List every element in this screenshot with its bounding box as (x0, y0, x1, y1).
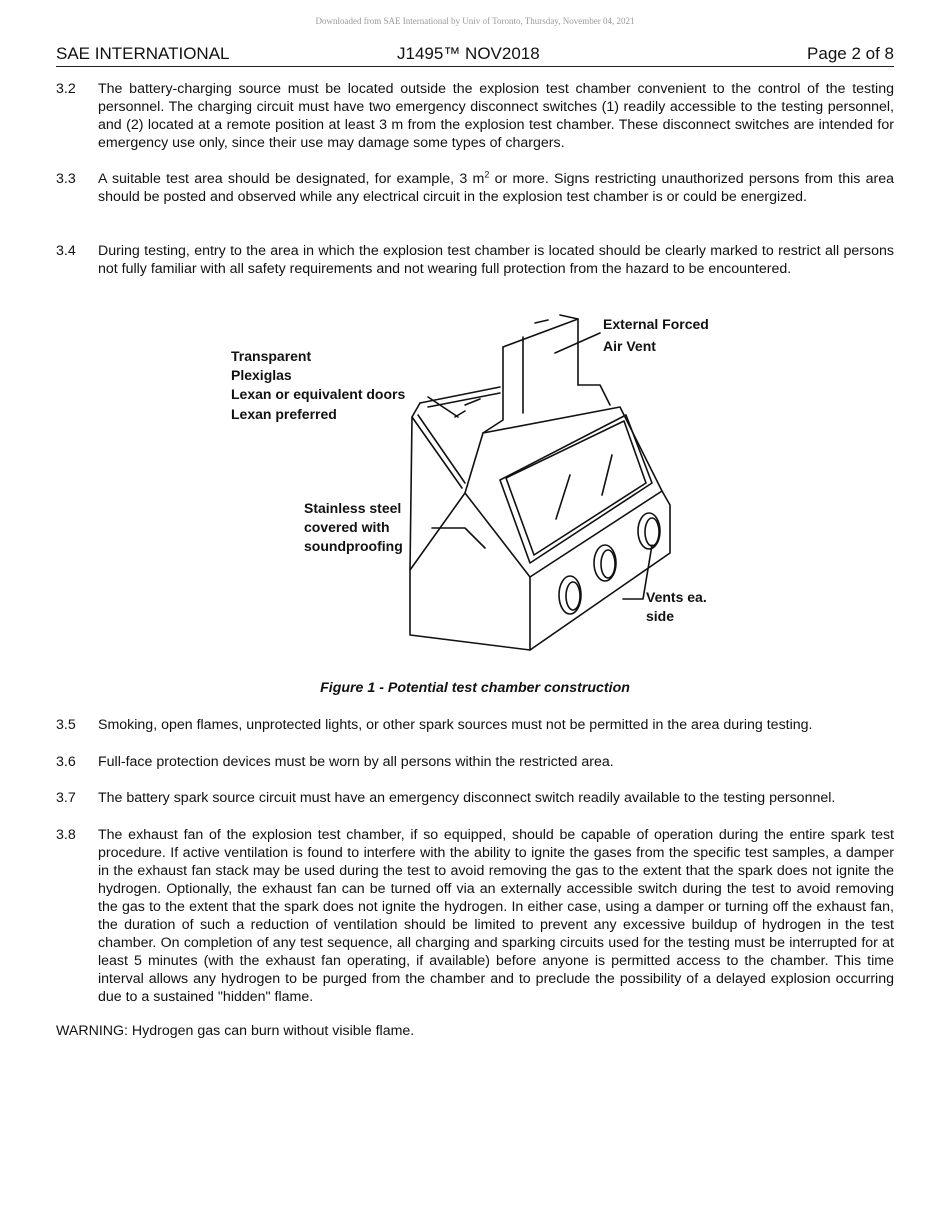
label-doors-line-4: Lexan preferred (231, 406, 337, 422)
vent-circle-2-inner (601, 550, 615, 578)
label-steel-line-3: soundproofing (304, 538, 403, 554)
section-3-7 (56, 789, 894, 807)
left-door-lower (418, 415, 465, 483)
section-text-part: or more. Signs restricting unauthorized persons from this area should be posted and observed while any electrical circuit in the explosion test chamber is or could be energized. (98, 171, 894, 205)
section-text: The battery spark source circuit must have an emergency disconnect switch readily available to the testing personnel. (98, 790, 836, 806)
section-3-2 (56, 80, 894, 152)
section-number: 3.5 (56, 717, 76, 733)
roof-right-shoulder (578, 385, 610, 405)
vent-stack-top (503, 319, 578, 385)
label-doors-line-1: Transparent (231, 348, 312, 364)
superscript: 2 (484, 169, 490, 180)
leader-doors (428, 397, 458, 417)
section-number: 3.2 (56, 81, 76, 97)
left-back-edge (410, 417, 412, 570)
section-3-4 (56, 242, 894, 278)
header-page-number: Page 2 of 8 (807, 44, 894, 63)
label-side-vents-line-1: Vents ea. (646, 589, 707, 605)
left-lower-body (410, 493, 530, 650)
section-text: The exhaust fan of the explosion test chamber, if so equipped, should be capable of operation during the entire spark test procedure. If active ventilation is found to interfere with the ability to ignite the gases from the specific test samples, a damper in the exhaust fan stack may be used during the test to avoid removing the gas to the extent that the spark does not ignite the hydrogen. Optionally, the exhaust fan can be turned off via an externally accessible switch during the test to avoid removing the gas to the extent that the spark does not ignite the hydrogen. In either case, using a damper or turning off the exhaust fan, the duration of such a reduction of ventilation should be limited to prevent any excessive buildup of hydrogen in the test chamber. On completion of any test sequence, all charging and sparking circuits used for the testing must be interrupted for at least 5 minutes (with the exhaust fan operating, if available) before anyone is permitted access to the chamber. This time interval allows any hydrogen to be purged from the chamber and to preclude the possibility of a delayed explosion occurring due to a sustained "hidden" flame. (98, 827, 894, 1005)
section-3-8 (56, 826, 894, 1006)
label-vent-line-2: Air Vent (603, 338, 656, 354)
label-vent-line-1: External Forced (603, 316, 709, 332)
section-text: Full-face protection devices must be worn by all persons within the restricted area. (98, 754, 614, 770)
header-doc-number: J1495™ NOV2018 (397, 44, 540, 63)
section-text-part: A suitable test area should be designated, for example, 3 m (98, 171, 485, 187)
hydrogen-warning: WARNING: Hydrogen gas can burn without visible flame. (56, 1023, 415, 1039)
header-org: SAE INTERNATIONAL (56, 44, 230, 63)
section-3-3 (56, 170, 894, 206)
label-doors-line-3: Lexan or equivalent doors (231, 386, 406, 402)
vent-circle-1-inner (566, 582, 580, 610)
label-doors-line-2: Plexiglas (231, 367, 292, 383)
left-door-frame (412, 403, 462, 488)
label-steel-line-1: Stainless steel (304, 500, 402, 516)
section-3-5 (56, 716, 894, 734)
label-side-vents-line-2: side (646, 608, 675, 624)
leader-steel (432, 528, 485, 548)
section-text (98, 170, 894, 206)
section-number: 3.3 (56, 171, 76, 187)
section-number: 3.8 (56, 827, 76, 843)
section-text: Smoking, open flames, unprotected lights, or other spark sources must not be permitted in the area during testing. (98, 717, 813, 733)
page-header (56, 44, 894, 67)
label-steel-line-2: covered with (304, 519, 390, 535)
figure-caption: Figure 1 - Potential test chamber construction (320, 680, 630, 696)
test-chamber-figure (200, 305, 760, 665)
vent-circle-3-inner (645, 518, 659, 546)
download-watermark: Downloaded from SAE International by Univ of Toronto, Thursday, November 04, 2021 (315, 16, 635, 26)
test-chamber-drawing (200, 305, 760, 665)
section-number: 3.6 (56, 754, 76, 770)
section-text: The battery-charging source must be located outside the explosion test chamber convenient to the control of the testing personnel. The charging circuit must have two emergency disconnect switches (1) readily accessible to the testing personnel, and (2) located at a remote position at least 3 m from the explosion test chamber. These disconnect switches are intended for emergency use only, since their use may damage some types of chargers. (98, 81, 894, 151)
right-lower-body (530, 491, 670, 650)
section-number: 3.4 (56, 243, 76, 259)
section-number: 3.7 (56, 790, 76, 806)
section-3-6 (56, 753, 894, 771)
section-text: During testing, entry to the area in which the explosion test chamber is located should be clearly marked to restrict all persons not fully familiar with all safety requirements and not wearing full protection from the hazard to be encountered. (98, 243, 894, 277)
